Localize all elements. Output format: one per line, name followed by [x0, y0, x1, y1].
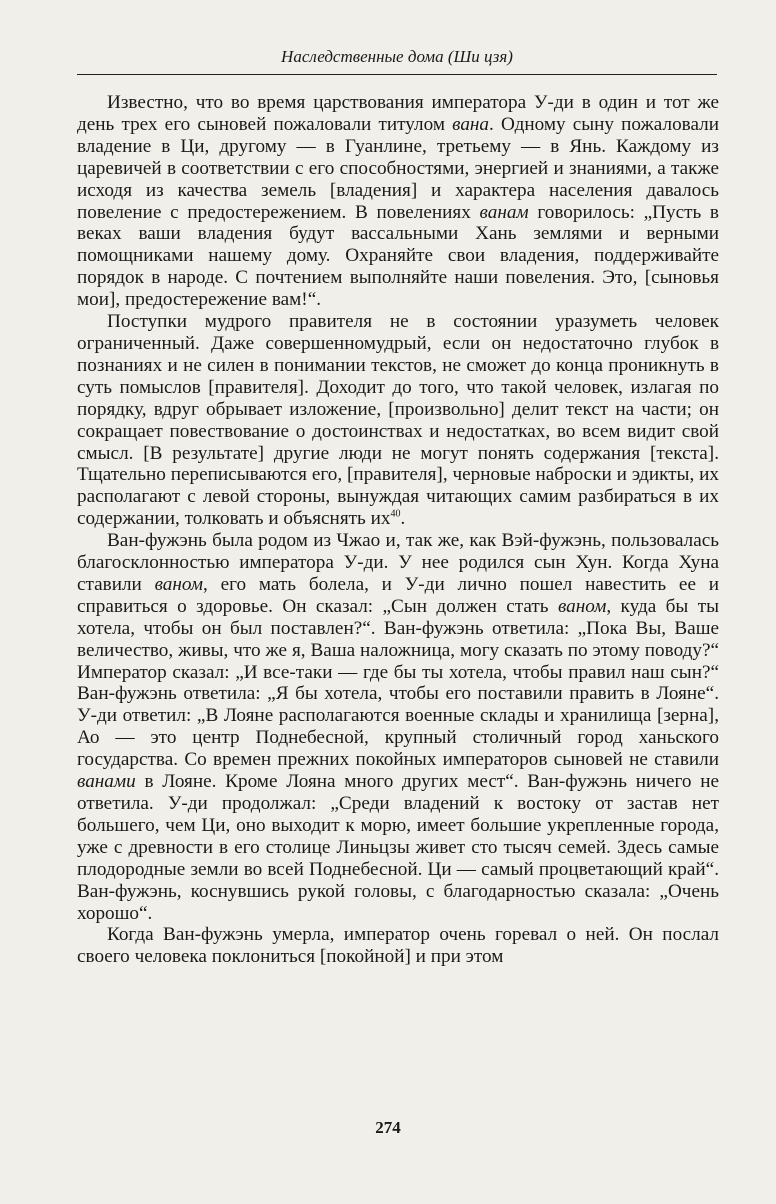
text-run: .	[400, 508, 406, 530]
text-run: . Одному сыну пожаловали владение в Ци, другому — в Гуанлине, третьему — в Янь. Каждому из царевичей в соответствии с его способностями, энергией и знаниями, а также исходя из качества земель [владения] и характера населения давалось повеление с предостережением. В повелениях	[77, 113, 719, 223]
paragraph	[77, 530, 719, 924]
paragraph	[77, 92, 719, 311]
italic-term: ванами	[77, 771, 136, 793]
paragraph	[77, 311, 719, 530]
text-run: , его мать болела, и У-ди лично пошел навестить ее и справиться о здоровье. Он сказал: „Сын должен стать	[77, 573, 719, 617]
header-rule	[77, 74, 717, 75]
text-run: в Лояне. Кроме Лояна много других мест“. Ван-фужэнь ничего не ответила. У-ди продолжал: „Среди владений к востоку от застав нет большего, чем Ци, оно выходит к морю, имеет большие укрепленные города, уже с древности в его столице Линьцзы живет сто тысяч семей. Здесь самые плодородные земли во всей Поднебесной. Ци — самый процветающий край“. Ван-фужэнь, коснувшись рукой головы, с благодарностью сказала: „Очень хорошо“.	[77, 771, 719, 924]
italic-term: ваном	[557, 595, 607, 617]
paragraph	[77, 924, 719, 968]
italic-term: ванам	[479, 201, 529, 223]
text-run: , куда бы ты хотела, чтобы он был поставлен?“. Ван-фужэнь ответила: „Пока Вы, Ваше величество, живы, что же я, Ваша наложница, могу сказать по этому поводу?“ Император сказал: „И все-таки — где бы ты хотела, чтобы правил наш сын?“ Ван-фужэнь ответила: „Я бы хотела, чтобы его поставили править в Лояне“. У-ди ответил: „В Лояне располагаются военные склады и хранилища [зерна], Ао — это центр Поднебесной, крупный столичный город ханьского государства. Со времен прежних покойных императоров сыновей не ставили	[77, 595, 719, 771]
running-title: Наследственные дома (Ши цзя)	[281, 47, 513, 66]
text-run: Ван-фужэнь была родом из Чжао и, так же, как Вэй-фужэнь, пользовалась благосклонностью императора У-ди. У нее родился сын Хун. Когда Хуна ставили	[77, 530, 719, 595]
text-body	[77, 92, 719, 968]
italic-term: ваном	[154, 573, 204, 595]
italic-term: вана	[452, 113, 490, 135]
text-run: Когда Ван-фужэнь умерла, император очень горевал о ней. Он послал своего человека поклониться [покойной] и при этом	[77, 924, 719, 968]
text-run: говорилось: „Пусть в веках ваши владения будут вассальными Хань землями и верными помощниками нашему дому. Охраняйте свои владения, поддерживайте порядок в народе. С почтением выполняйте наши повеления. Это, [сыновья мои], предостережение вам!“.	[77, 201, 719, 311]
footnote-marker: 40	[390, 508, 401, 520]
text-run: Известно, что во время царствования императора У-ди в один и тот же день трех его сыновей пожаловали титулом	[77, 92, 719, 135]
page-number: 274	[375, 1118, 401, 1137]
text-run: Поступки мудрого правителя не в состоянии уразуметь человек ограниченный. Даже совершенномудрый, если он недостаточно глубок в познаниях и не силен в понимании текстов, не сможет до конца проникнуть в суть помыслов [правителя]. Доходит до того, что такой человек, излагая по порядку, вдруг обрывает изложение, [произвольно] делит текст на части; он сокращает повествование о достоинствах и недостатках, во всем видит свой смысл. [В результате] другие люди не могут понять содержания [текста]. Тщательно переписываются его, [правителя], черновые наброски и эдикты, их располагают с левой стороны, вынуждая читающих самим разбираться в их содержании, толковать и объяснять их	[77, 311, 719, 530]
